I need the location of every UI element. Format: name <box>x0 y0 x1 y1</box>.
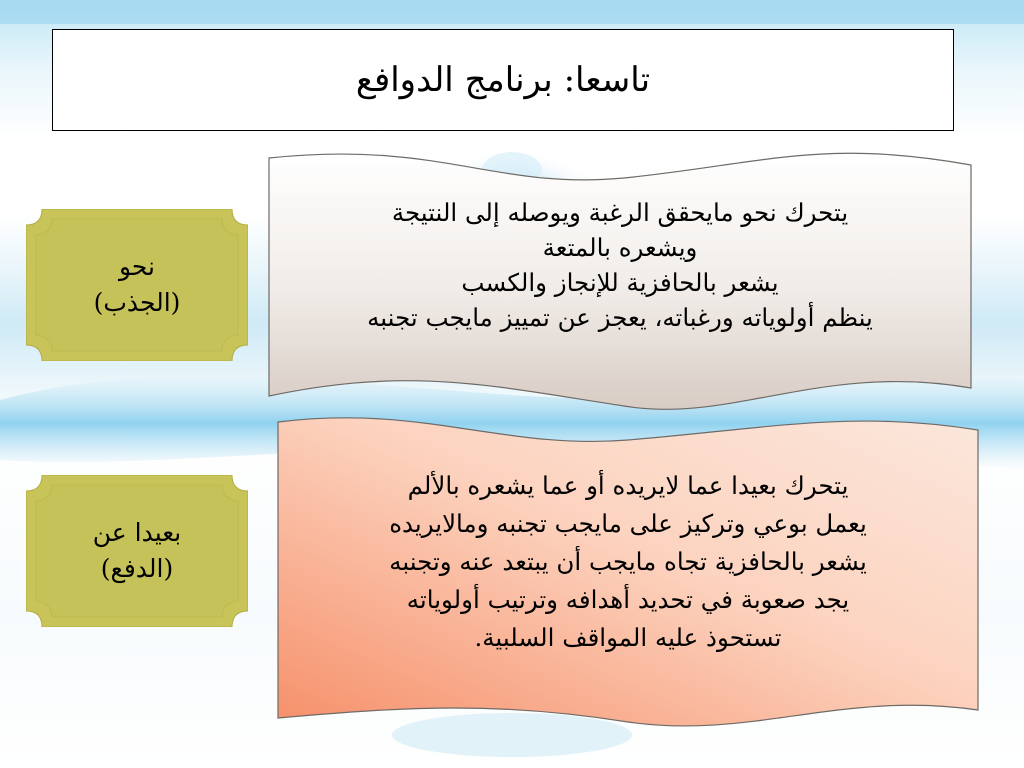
panel-line: يتحرك بعيدا عما لايريده أو عما يشعره بالألم <box>407 471 849 500</box>
panel-line: تستحوذ عليه المواقف السلبية. <box>474 623 782 652</box>
label-line2: (الدفع) <box>100 554 174 583</box>
label-plate-toward <box>26 209 248 361</box>
panel-line: يتحرك نحو مايحقق الرغبة ويوصله إلى النتيجة <box>391 198 849 227</box>
panel-line: يجد صعوبة في تحديد أهدافه وترتيب أولوياته <box>406 585 850 614</box>
panel-text <box>262 195 978 335</box>
panel-line: ويشعره بالمتعة <box>542 233 698 262</box>
label-line2: (الجذب) <box>93 288 181 317</box>
attraction-panel <box>262 148 978 418</box>
label-plate-away <box>26 475 248 627</box>
title-box <box>52 29 954 131</box>
label-line1: نحو <box>119 252 156 281</box>
panel-line: يشعر بالحافزية للإنجاز والكسب <box>461 268 779 297</box>
panel-line: يشعر بالحافزية تجاه مايجب أن يبتعد عنه وتجنبه <box>389 547 867 576</box>
panel-line: يعمل بوعي وتركيز على مايجب تجنبه ومالايريده <box>389 509 867 538</box>
panel-text <box>272 467 984 657</box>
label-line1: بعيدا عن <box>92 518 182 547</box>
repulsion-panel <box>272 410 984 732</box>
slide-title: تاسعا: برنامج الدوافع <box>355 60 651 100</box>
panel-line: ينظم أولوياته ورغباته، يعجز عن تمييز مايجب تجنبه <box>367 303 873 332</box>
